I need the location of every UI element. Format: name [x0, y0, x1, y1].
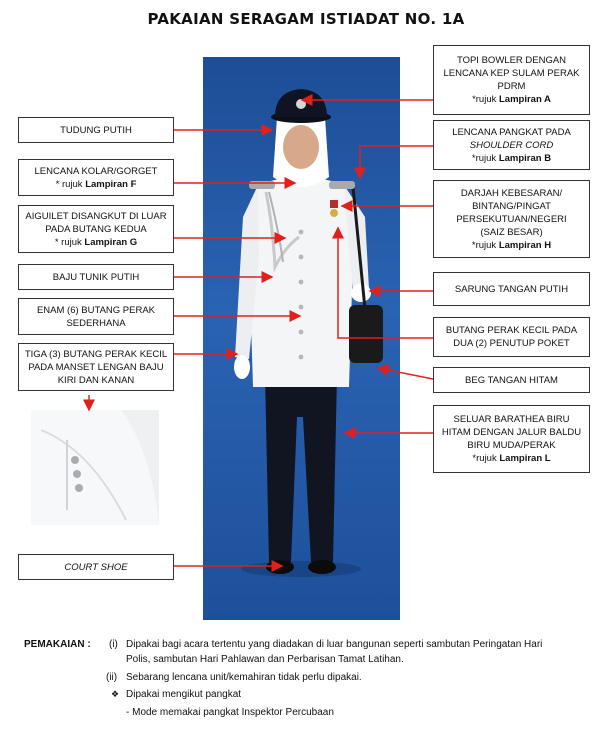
- page-title: PAKAIAN SERAGAM ISTIADAT NO. 1A: [147, 10, 465, 28]
- label-court-shoe: COURT SHOE: [18, 554, 174, 580]
- label-lencana-pangkat: LENCANA PANGKAT PADA SHOULDER CORD *rujuk Lampiran B: [433, 120, 590, 170]
- label-lencana-kolar: LENCANA KOLAR/GORGET * rujuk Lampiran F: [18, 159, 174, 196]
- label-tiga-butang: TIGA (3) BUTANG PERAK KECIL PADA MANSET LENGAN BAJU KIRI DAN KANAN: [18, 343, 174, 391]
- label-enam-butang: ENAM (6) BUTANG PERAK SEDERHANA: [18, 298, 174, 335]
- label-butang-poket: BUTANG PERAK KECIL PADA DUA (2) PENUTUP POKET: [433, 317, 590, 357]
- label-topi-bowler: TOPI BOWLER DENGAN LENCANA KEP SULAM PERAK PDRM *rujuk Lampiran A: [433, 45, 590, 115]
- cuff-illustration: [31, 410, 159, 525]
- footer-heading: PEMAKAIAN :: [24, 639, 91, 650]
- footer-sub-text: - Mode memakai pangkat Inspektor Percubaan: [126, 707, 334, 718]
- label-aiguilet: AIGUILET DISANGKUT DI LUAR PADA BUTANG KEDUA * rujuk Lampiran G: [18, 205, 174, 253]
- footer-rank-text: Dipakai mengikut pangkat: [126, 689, 242, 700]
- cuff-buttons-inset: [31, 410, 159, 525]
- footer-item-ii-text: Sebarang lencana unit/kemahiran tidak perlu dipakai.: [126, 672, 362, 683]
- label-baju-tunik: BAJU TUNIK PUTIH: [18, 264, 174, 290]
- label-seluar: SELUAR BARATHEA BIRU HITAM DENGAN JALUR BALDU BIRU MUDA/PERAK *rujuk Lampiran L: [433, 405, 590, 473]
- footer-bullet-icon: ❖: [111, 690, 120, 700]
- label-sarung-tangan: SARUNG TANGAN PUTIH: [433, 272, 590, 306]
- footer-item-i-num: (i): [109, 639, 118, 650]
- uniform-photo: [203, 57, 400, 620]
- label-beg-tangan: BEG TANGAN HITAM: [433, 367, 590, 393]
- label-darjah-kebesaran: DARJAH KEBESARAN/ BINTANG/PINGAT PERSEKUTUAN/NEGERI (SAIZ BESAR) *rujuk Lampiran H: [433, 180, 590, 258]
- footer-item-ii-num: (ii): [106, 672, 118, 683]
- label-tudung-putih: TUDUNG PUTIH: [18, 117, 174, 143]
- uniformed-officer-illustration: [203, 57, 400, 620]
- footer-item-i-text: Dipakai bagi acara tertentu yang diadakan di luar bangunan seperti sambutan Peringatan Hari Polis, sambutan Hari Pahlawan dan Perbarisan Tamat Latihan.: [126, 639, 543, 665]
